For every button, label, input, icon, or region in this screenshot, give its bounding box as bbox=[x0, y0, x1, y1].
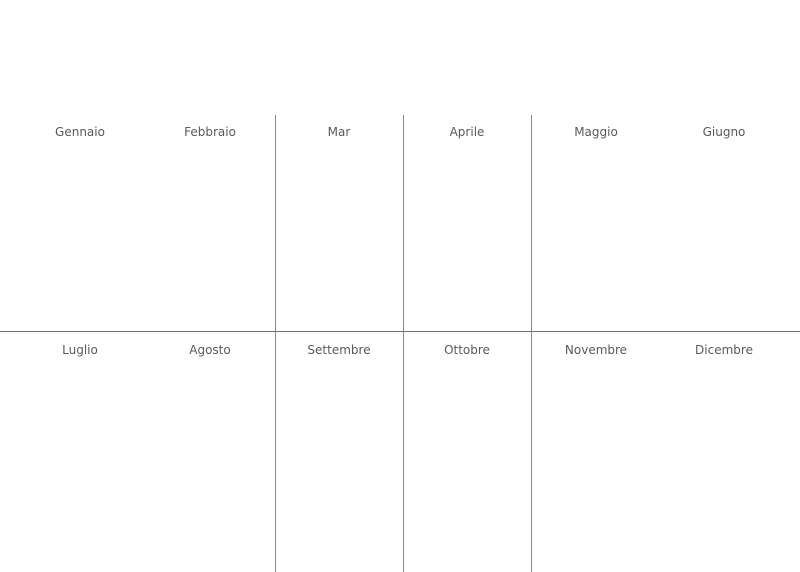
month-cell-december bbox=[660, 332, 788, 572]
month-name: Novembre bbox=[564, 343, 628, 357]
month-cell-july bbox=[16, 332, 144, 572]
month-label-october bbox=[403, 343, 531, 357]
month-cell-january bbox=[16, 115, 144, 331]
month-label-november bbox=[532, 343, 660, 357]
month-cell-september bbox=[275, 332, 403, 572]
month-label-december bbox=[660, 343, 788, 357]
month-name: Aprile bbox=[449, 125, 485, 139]
month-label-may bbox=[532, 125, 660, 139]
month-name: Settembre bbox=[307, 343, 371, 357]
month-cell-february bbox=[146, 115, 274, 331]
month-cell-november bbox=[532, 332, 660, 572]
month-label-january bbox=[16, 125, 144, 139]
month-label-june bbox=[660, 125, 788, 139]
month-name: Gennaio bbox=[55, 125, 105, 139]
month-label-august bbox=[146, 343, 274, 357]
month-cell-april bbox=[403, 115, 531, 331]
month-name: Ottobre bbox=[444, 343, 490, 357]
month-name: Mar bbox=[327, 125, 351, 139]
month-name: Febbraio bbox=[184, 125, 236, 139]
month-name: Luglio bbox=[62, 343, 98, 357]
month-label-july bbox=[16, 343, 144, 357]
month-label-march bbox=[275, 125, 403, 139]
month-name: Maggio bbox=[574, 125, 618, 139]
month-name: Dicembre bbox=[695, 343, 753, 357]
month-name: Giugno bbox=[702, 125, 746, 139]
month-cell-august bbox=[146, 332, 274, 572]
month-label-september bbox=[275, 343, 403, 357]
month-name: Agosto bbox=[189, 343, 231, 357]
month-label-april bbox=[403, 125, 531, 139]
month-label-february bbox=[146, 125, 274, 139]
month-cell-october bbox=[403, 332, 531, 572]
month-cell-june bbox=[660, 115, 788, 331]
month-cell-may bbox=[532, 115, 660, 331]
month-cell-march bbox=[275, 115, 403, 331]
